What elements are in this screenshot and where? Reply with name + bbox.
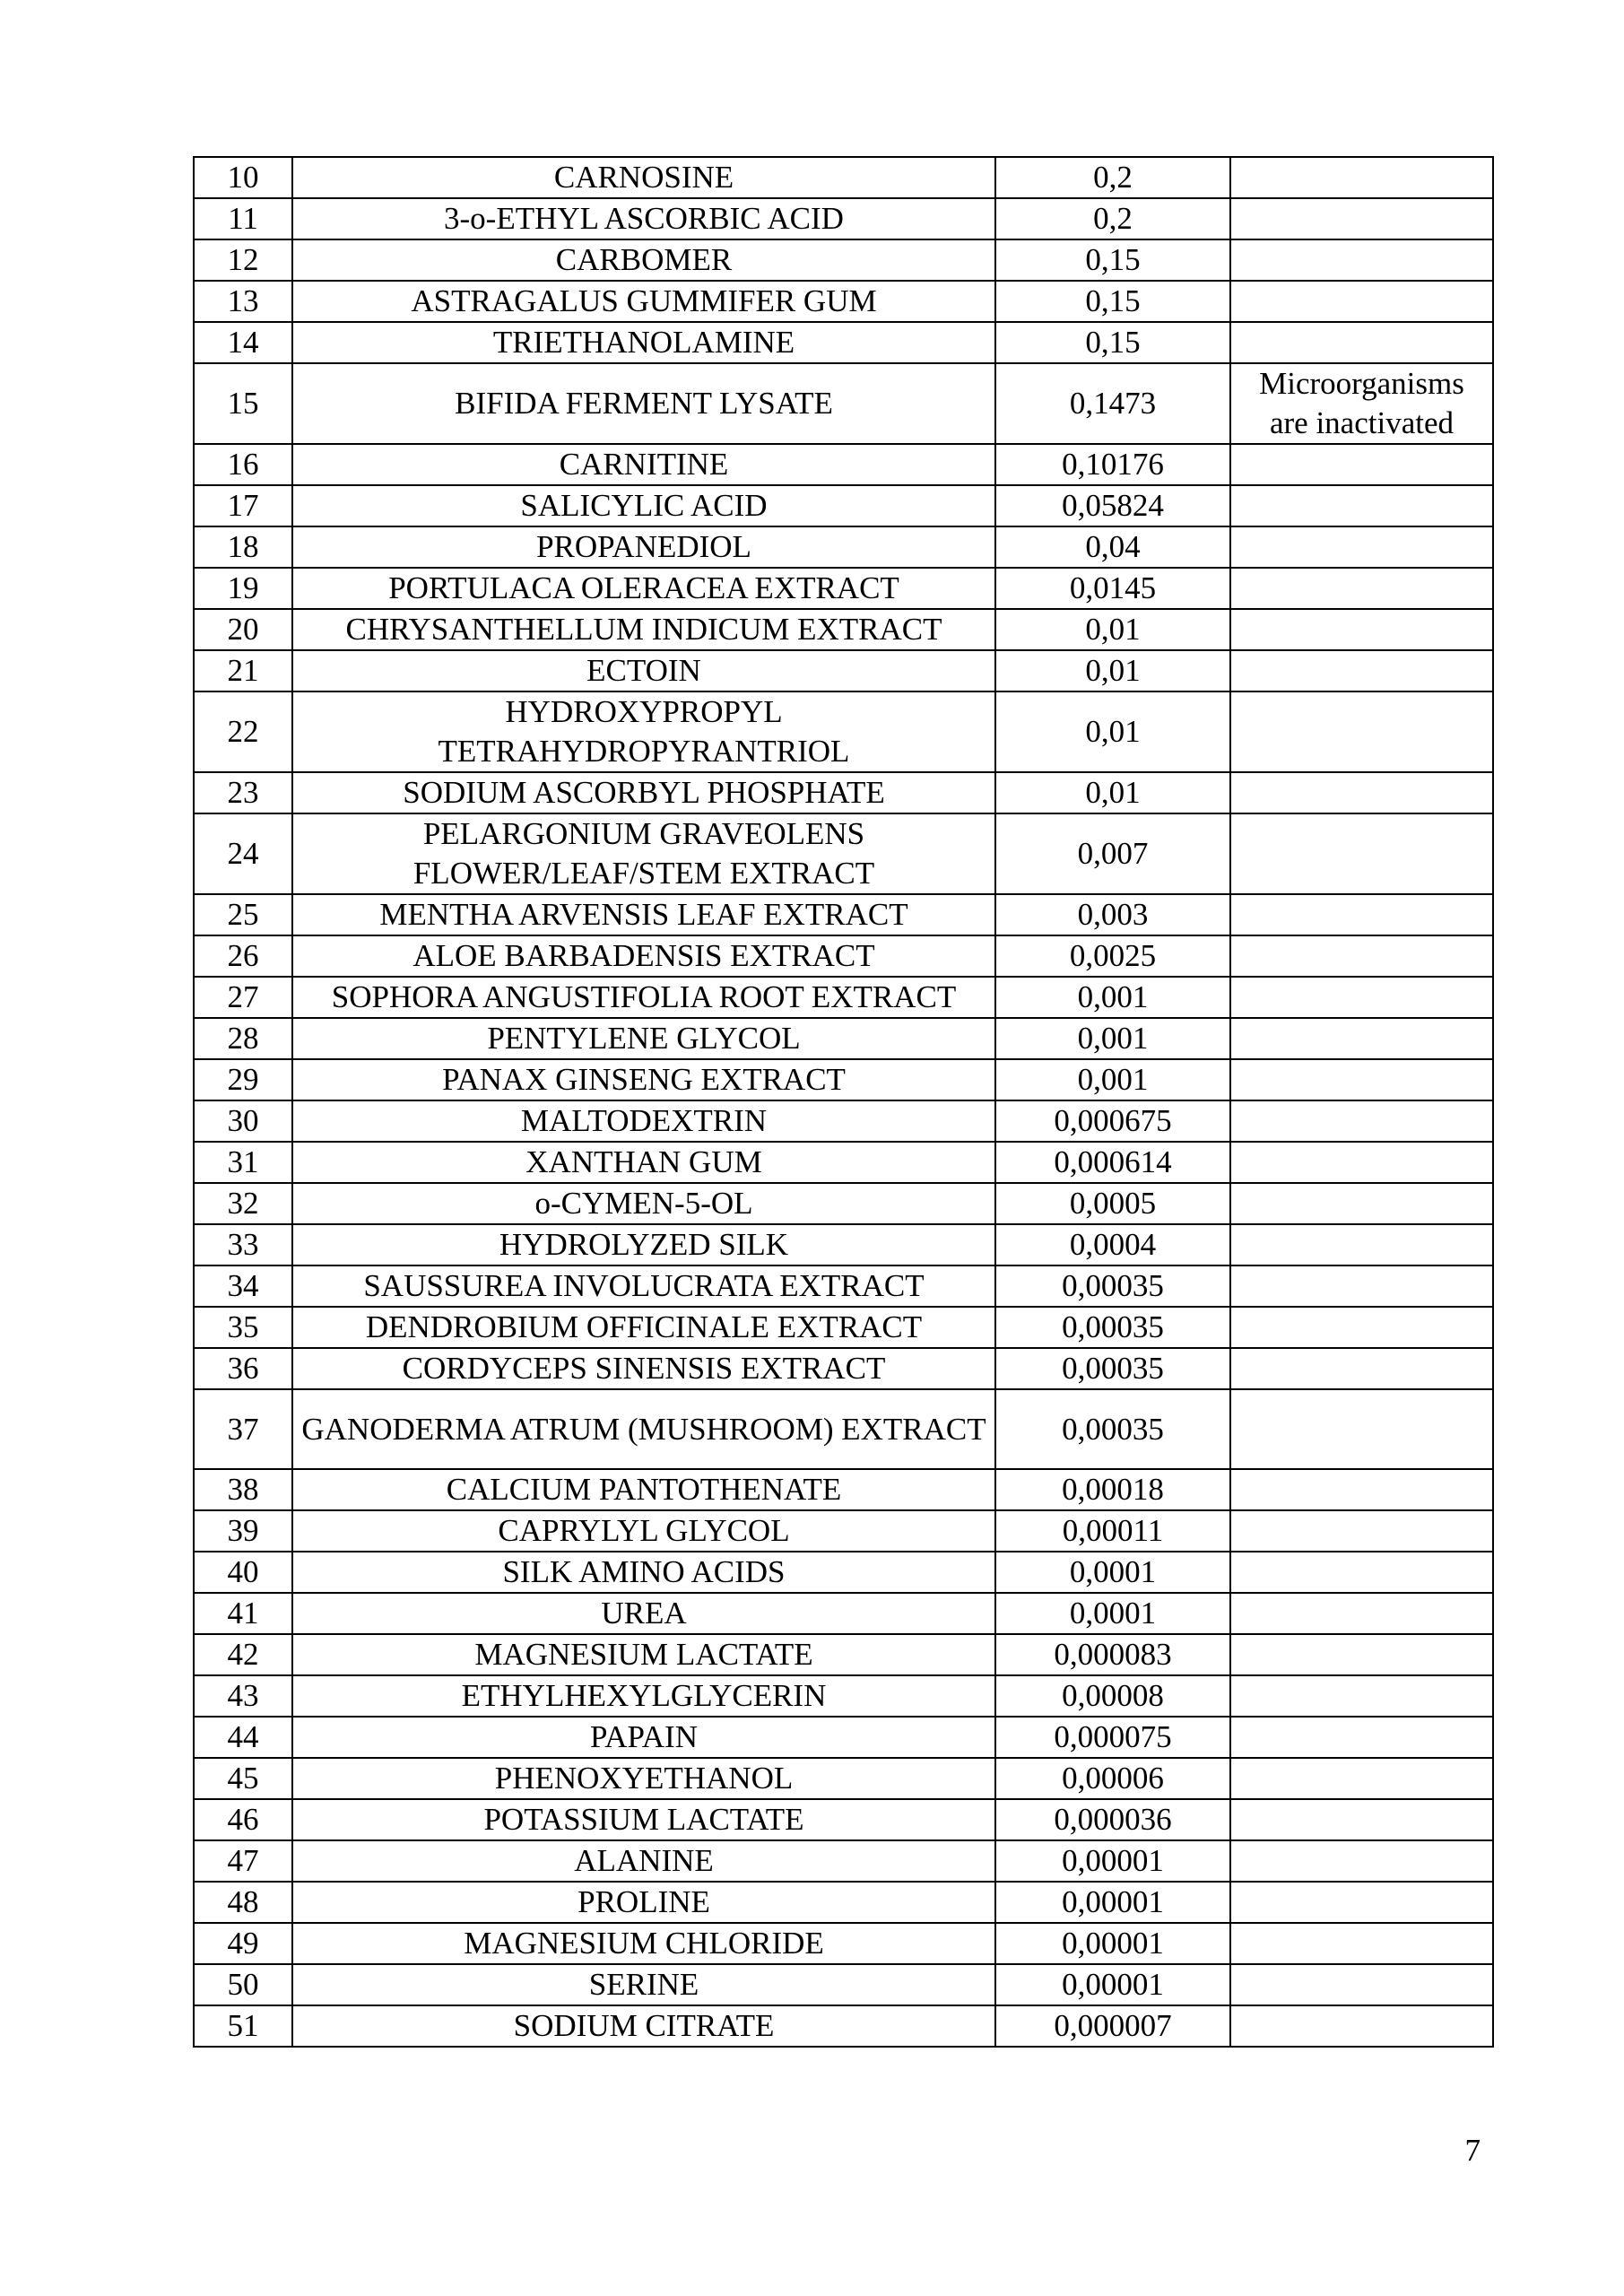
concentration-cell: 0,0001	[995, 1552, 1230, 1593]
note-cell	[1230, 1510, 1493, 1552]
row-number-cell: 32	[194, 1183, 292, 1224]
note-cell	[1230, 1389, 1493, 1469]
table-row	[194, 1265, 1493, 1307]
note-cell	[1230, 526, 1493, 568]
row-number-cell: 50	[194, 1964, 292, 2005]
row-number-cell: 30	[194, 1100, 292, 1142]
row-number-cell: 29	[194, 1059, 292, 1100]
concentration-cell: 0,01	[995, 691, 1230, 772]
ingredient-name-cell: PANAX GINSENG EXTRACT	[292, 1059, 995, 1100]
table-row	[194, 609, 1493, 650]
concentration-cell: 0,15	[995, 281, 1230, 322]
note-cell	[1230, 1100, 1493, 1142]
note-cell	[1230, 1923, 1493, 1964]
row-number-cell: 47	[194, 1840, 292, 1882]
concentration-cell: 0,0004	[995, 1224, 1230, 1265]
concentration-cell: 0,0025	[995, 935, 1230, 977]
table-row	[194, 1882, 1493, 1923]
note-cell	[1230, 772, 1493, 813]
row-number-cell: 11	[194, 198, 292, 239]
note-cell	[1230, 444, 1493, 485]
row-number-cell: 13	[194, 281, 292, 322]
table-row	[194, 322, 1493, 363]
table-row	[194, 198, 1493, 239]
ingredient-name-cell: CALCIUM PANTOTHENATE	[292, 1469, 995, 1510]
table-row	[194, 813, 1493, 894]
note-cell	[1230, 1142, 1493, 1183]
table-row	[194, 691, 1493, 772]
row-number-cell: 43	[194, 1675, 292, 1717]
table-row	[194, 157, 1493, 198]
page-number: 7	[1464, 2133, 1481, 2168]
concentration-cell: 0,001	[995, 1059, 1230, 1100]
note-cell	[1230, 1634, 1493, 1675]
concentration-cell: 0,2	[995, 198, 1230, 239]
note-cell	[1230, 2005, 1493, 2047]
concentration-cell: 0,01	[995, 650, 1230, 691]
concentration-cell: 0,001	[995, 977, 1230, 1018]
concentration-cell: 0,000075	[995, 1717, 1230, 1758]
table-row	[194, 1018, 1493, 1059]
concentration-cell: 0,000007	[995, 2005, 1230, 2047]
table-row	[194, 568, 1493, 609]
table-row	[194, 1389, 1493, 1469]
table-row	[194, 1675, 1493, 1717]
concentration-cell: 0,0005	[995, 1183, 1230, 1224]
note-cell	[1230, 485, 1493, 526]
table-row	[194, 1840, 1493, 1882]
row-number-cell: 48	[194, 1882, 292, 1923]
ingredient-name-cell: PHENOXYETHANOL	[292, 1758, 995, 1799]
ingredient-name-cell: CORDYCEPS SINENSIS EXTRACT	[292, 1348, 995, 1389]
row-number-cell: 38	[194, 1469, 292, 1510]
ingredient-name-cell: o-CYMEN-5-OL	[292, 1183, 995, 1224]
concentration-cell: 0,007	[995, 813, 1230, 894]
row-number-cell: 12	[194, 239, 292, 281]
row-number-cell: 45	[194, 1758, 292, 1799]
ingredient-name-cell: SOPHORA ANGUSTIFOLIA ROOT EXTRACT	[292, 977, 995, 1018]
ingredient-name-cell: ALANINE	[292, 1840, 995, 1882]
concentration-cell: 0,000083	[995, 1634, 1230, 1675]
table-row	[194, 1634, 1493, 1675]
table-row	[194, 1593, 1493, 1634]
row-number-cell: 14	[194, 322, 292, 363]
ingredient-name-cell: MAGNESIUM LACTATE	[292, 1634, 995, 1675]
ingredient-name-cell: SODIUM ASCORBYL PHOSPHATE	[292, 772, 995, 813]
table-row	[194, 935, 1493, 977]
row-number-cell: 46	[194, 1799, 292, 1840]
note-cell	[1230, 609, 1493, 650]
concentration-cell: 0,1473	[995, 363, 1230, 444]
row-number-cell: 16	[194, 444, 292, 485]
table-row	[194, 281, 1493, 322]
row-number-cell: 10	[194, 157, 292, 198]
ingredient-name-cell: SAUSSUREA INVOLUCRATA EXTRACT	[292, 1265, 995, 1307]
concentration-cell: 0,003	[995, 894, 1230, 935]
row-number-cell: 25	[194, 894, 292, 935]
row-number-cell: 42	[194, 1634, 292, 1675]
note-cell	[1230, 1018, 1493, 1059]
ingredient-name-cell: HYDROXYPROPYL TETRAHYDROPYRANTRIOL	[292, 691, 995, 772]
note-cell	[1230, 1964, 1493, 2005]
ingredient-name-cell: ECTOIN	[292, 650, 995, 691]
concentration-cell: 0,00001	[995, 1882, 1230, 1923]
concentration-cell: 0,00001	[995, 1840, 1230, 1882]
row-number-cell: 33	[194, 1224, 292, 1265]
ingredient-name-cell: PENTYLENE GLYCOL	[292, 1018, 995, 1059]
note-cell	[1230, 1059, 1493, 1100]
table-row	[194, 1059, 1493, 1100]
note-cell	[1230, 1675, 1493, 1717]
note-cell	[1230, 1265, 1493, 1307]
concentration-cell: 0,0145	[995, 568, 1230, 609]
table-row	[194, 1758, 1493, 1799]
table-row	[194, 977, 1493, 1018]
table-row	[194, 1469, 1493, 1510]
table-row	[194, 1923, 1493, 1964]
note-cell	[1230, 1183, 1493, 1224]
note-cell	[1230, 813, 1493, 894]
ingredient-name-cell: MAGNESIUM CHLORIDE	[292, 1923, 995, 1964]
ingredient-name-cell: MALTODEXTRIN	[292, 1100, 995, 1142]
ingredient-name-cell: UREA	[292, 1593, 995, 1634]
table-row	[194, 526, 1493, 568]
table-row	[194, 1224, 1493, 1265]
note-cell	[1230, 1840, 1493, 1882]
concentration-cell: 0,00001	[995, 1923, 1230, 1964]
table-row	[194, 1717, 1493, 1758]
row-number-cell: 23	[194, 772, 292, 813]
row-number-cell: 39	[194, 1510, 292, 1552]
table-body	[194, 157, 1493, 2047]
row-number-cell: 51	[194, 2005, 292, 2047]
ingredient-name-cell: SERINE	[292, 1964, 995, 2005]
ingredient-name-cell: BIFIDA FERMENT LYSATE	[292, 363, 995, 444]
ingredient-name-cell: CARNITINE	[292, 444, 995, 485]
ingredient-name-cell: CARNOSINE	[292, 157, 995, 198]
row-number-cell: 26	[194, 935, 292, 977]
ingredient-name-cell: CARBOMER	[292, 239, 995, 281]
concentration-cell: 0,001	[995, 1018, 1230, 1059]
row-number-cell: 44	[194, 1717, 292, 1758]
concentration-cell: 0,15	[995, 322, 1230, 363]
ingredient-name-cell: PELARGONIUM GRAVEOLENS FLOWER/LEAF/STEM EXTRACT	[292, 813, 995, 894]
ingredient-name-cell: ETHYLHEXYLGLYCERIN	[292, 1675, 995, 1717]
concentration-cell: 0,00018	[995, 1469, 1230, 1510]
row-number-cell: 18	[194, 526, 292, 568]
note-cell	[1230, 691, 1493, 772]
ingredient-name-cell: PAPAIN	[292, 1717, 995, 1758]
note-cell	[1230, 977, 1493, 1018]
concentration-cell: 0,00006	[995, 1758, 1230, 1799]
note-cell	[1230, 281, 1493, 322]
row-number-cell: 24	[194, 813, 292, 894]
ingredient-name-cell: CAPRYLYL GLYCOL	[292, 1510, 995, 1552]
concentration-cell: 0,00035	[995, 1265, 1230, 1307]
note-cell	[1230, 1717, 1493, 1758]
note-cell	[1230, 239, 1493, 281]
note-cell	[1230, 935, 1493, 977]
table-row	[194, 239, 1493, 281]
ingredient-name-cell: PROPANEDIOL	[292, 526, 995, 568]
table-row	[194, 1552, 1493, 1593]
table-row	[194, 1183, 1493, 1224]
ingredients-table	[193, 156, 1494, 2048]
ingredient-name-cell: ALOE BARBADENSIS EXTRACT	[292, 935, 995, 977]
note-cell	[1230, 157, 1493, 198]
row-number-cell: 49	[194, 1923, 292, 1964]
ingredient-name-cell: DENDROBIUM OFFICINALE EXTRACT	[292, 1307, 995, 1348]
concentration-cell: 0,04	[995, 526, 1230, 568]
ingredient-name-cell: XANTHAN GUM	[292, 1142, 995, 1183]
table-row	[194, 650, 1493, 691]
row-number-cell: 20	[194, 609, 292, 650]
table-row	[194, 772, 1493, 813]
ingredient-name-cell: POTASSIUM LACTATE	[292, 1799, 995, 1840]
ingredient-name-cell: TRIETHANOLAMINE	[292, 322, 995, 363]
concentration-cell: 0,01	[995, 609, 1230, 650]
row-number-cell: 36	[194, 1348, 292, 1389]
row-number-cell: 15	[194, 363, 292, 444]
concentration-cell: 0,00008	[995, 1675, 1230, 1717]
row-number-cell: 28	[194, 1018, 292, 1059]
concentration-cell: 0,01	[995, 772, 1230, 813]
concentration-cell: 0,15	[995, 239, 1230, 281]
note-cell	[1230, 1348, 1493, 1389]
ingredient-name-cell: SILK AMINO ACIDS	[292, 1552, 995, 1593]
ingredient-name-cell: ASTRAGALUS GUMMIFER GUM	[292, 281, 995, 322]
row-number-cell: 21	[194, 650, 292, 691]
concentration-cell: 0,00035	[995, 1307, 1230, 1348]
concentration-cell: 0,00001	[995, 1964, 1230, 2005]
table-row	[194, 444, 1493, 485]
note-cell	[1230, 650, 1493, 691]
table-row	[194, 1142, 1493, 1183]
concentration-cell: 0,000036	[995, 1799, 1230, 1840]
concentration-cell: 0,00035	[995, 1389, 1230, 1469]
concentration-cell: 0,000614	[995, 1142, 1230, 1183]
ingredient-name-cell: 3-o-ETHYL ASCORBIC ACID	[292, 198, 995, 239]
concentration-cell: 0,2	[995, 157, 1230, 198]
table-row	[194, 1510, 1493, 1552]
concentration-cell: 0,0001	[995, 1593, 1230, 1634]
table-row	[194, 1307, 1493, 1348]
concentration-cell: 0,10176	[995, 444, 1230, 485]
table-row	[194, 485, 1493, 526]
row-number-cell: 34	[194, 1265, 292, 1307]
ingredient-name-cell: HYDROLYZED SILK	[292, 1224, 995, 1265]
ingredient-name-cell: SALICYLIC ACID	[292, 485, 995, 526]
table-row	[194, 363, 1493, 444]
note-cell	[1230, 1758, 1493, 1799]
note-cell	[1230, 1469, 1493, 1510]
note-cell	[1230, 568, 1493, 609]
row-number-cell: 17	[194, 485, 292, 526]
row-number-cell: 41	[194, 1593, 292, 1634]
note-cell	[1230, 322, 1493, 363]
note-cell	[1230, 1593, 1493, 1634]
concentration-cell: 0,00035	[995, 1348, 1230, 1389]
row-number-cell: 40	[194, 1552, 292, 1593]
concentration-cell: 0,000675	[995, 1100, 1230, 1142]
row-number-cell: 31	[194, 1142, 292, 1183]
table-row	[194, 1799, 1493, 1840]
ingredient-name-cell: GANODERMA ATRUM (MUSHROOM) EXTRACT	[292, 1389, 995, 1469]
note-cell	[1230, 1224, 1493, 1265]
note-cell	[1230, 198, 1493, 239]
note-cell	[1230, 1799, 1493, 1840]
ingredient-name-cell: PROLINE	[292, 1882, 995, 1923]
note-cell	[1230, 1552, 1493, 1593]
note-cell	[1230, 894, 1493, 935]
note-cell	[1230, 1882, 1493, 1923]
row-number-cell: 19	[194, 568, 292, 609]
table-row	[194, 1100, 1493, 1142]
row-number-cell: 37	[194, 1389, 292, 1469]
concentration-cell: 0,00011	[995, 1510, 1230, 1552]
table-row	[194, 1348, 1493, 1389]
note-cell: Microorganisms are inactivated	[1230, 363, 1493, 444]
ingredient-name-cell: PORTULACA OLERACEA EXTRACT	[292, 568, 995, 609]
ingredient-name-cell: MENTHA ARVENSIS LEAF EXTRACT	[292, 894, 995, 935]
ingredient-name-cell: SODIUM CITRATE	[292, 2005, 995, 2047]
table-row	[194, 2005, 1493, 2047]
note-cell	[1230, 1307, 1493, 1348]
row-number-cell: 35	[194, 1307, 292, 1348]
table-row	[194, 1964, 1493, 2005]
table-row	[194, 894, 1493, 935]
ingredient-name-cell: CHRYSANTHELLUM INDICUM EXTRACT	[292, 609, 995, 650]
row-number-cell: 27	[194, 977, 292, 1018]
concentration-cell: 0,05824	[995, 485, 1230, 526]
row-number-cell: 22	[194, 691, 292, 772]
